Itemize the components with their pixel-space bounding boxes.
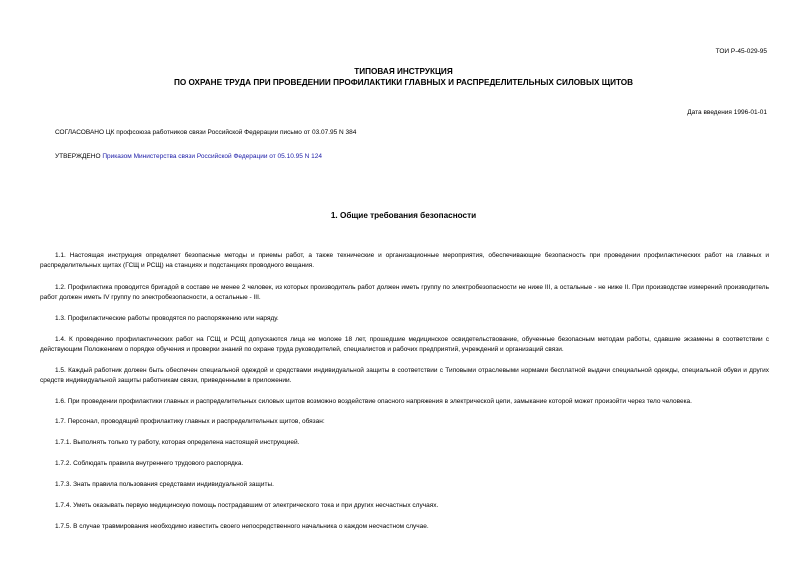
document-code: ТОИ Р-45-029-95 bbox=[715, 48, 767, 55]
intro-date: Дата введения 1996-01-01 bbox=[687, 109, 767, 116]
paragraph-1-7-2: 1.7.2. Соблюдать правила внутреннего трудового распорядка. bbox=[55, 460, 244, 467]
paragraph-1-7-5: 1.7.5. В случае травмирования необходимо известить своего непосредственного начальника о каждом несчастном случае. bbox=[55, 523, 429, 530]
approval-order-link[interactable]: Приказом Министерства связи Российской Федерации от 05.10.95 N 124 bbox=[102, 153, 323, 160]
paragraph-1-2: 1.2. Профилактика проводится бригадой в составе не менее 2 человек, из которых производитель работ должен иметь группу по электробезопасности не ниже III, а остальные - не ниже II. При производстве измерений производитель работ должен иметь IV группу по электробезопасности, а остальные - III. bbox=[40, 284, 769, 302]
agreed-note: СОГЛАСОВАНО ЦК профсоюза работников связи Российской Федерации письмо от 03.07.95 N 384 bbox=[55, 129, 357, 136]
paragraph-1-7: 1.7. Персонал, проводящий профилактику главных и распределительных щитов, обязан: bbox=[55, 418, 325, 425]
section-title: 1. Общие требования безопасности bbox=[330, 211, 477, 220]
paragraph-1-5: 1.5. Каждый работник должен быть обеспечен специальной одеждой и средствами индивидуальной защиты в соответствии с Типовыми отраслевыми нормами бесплатной выдачи специальной одежды, специальной обуви и других средств индивидуальной защиты работникам связи, приведенными в приложении. bbox=[40, 367, 769, 385]
title-line-1: ТИПОВАЯ ИНСТРУКЦИЯ bbox=[354, 67, 453, 76]
paragraph-1-7-1: 1.7.1. Выполнять только ту работу, которая определена настоящей инструкцией. bbox=[55, 439, 300, 446]
approved-prefix: УТВЕРЖДЕНО bbox=[55, 153, 103, 160]
paragraph-1-7-3: 1.7.3. Знать правила пользования средствами индивидуальной защиты. bbox=[55, 481, 274, 488]
document-title bbox=[0, 66, 807, 88]
title-line-2: ПО ОХРАНЕ ТРУДА ПРИ ПРОВЕДЕНИИ ПРОФИЛАКТИКИ ГЛАВНЫХ И РАСПРЕДЕЛИТЕЛЬНЫХ СИЛОВЫХ ЩИТОВ bbox=[173, 78, 634, 88]
paragraph-1-3: 1.3. Профилактические работы проводятся по распоряжению или наряду. bbox=[55, 315, 279, 322]
paragraph-1-4: 1.4. К проведению профилактических работ на ГСЩ и РСЩ допускаются лица не моложе 18 лет, прошедшие медицинское освидетельствование, обученные безопасным методам работы, сдавшие экзамены в соответствии с действующим Положением о порядке обучения и проверки знаний по охране труда руководителей, специалистов и рабочих предприятий, учреждений и организаций связи. bbox=[40, 336, 769, 354]
paragraph-1-6: 1.6. При проведении профилактики главных и распределительных силовых щитов возможно воздействие опасного напряжения в электрической цепи, замыкание которой может произойти через тело человека. bbox=[55, 398, 692, 405]
approved-note bbox=[55, 152, 322, 161]
paragraph-1-1: 1.1. Настоящая инструкция определяет безопасные методы и приемы работ, а также технические и организационные мероприятия, обеспечивающие безопасность при проведении профилактических работ на главных и распределительных щитах (ГСЩ и РСЩ) на станциях и подстанциях проводного вещания. bbox=[40, 252, 769, 270]
paragraph-1-7-4: 1.7.4. Уметь оказывать первую медицинскую помощь пострадавшим от электрического тока и при других несчастных случаях. bbox=[55, 502, 439, 509]
